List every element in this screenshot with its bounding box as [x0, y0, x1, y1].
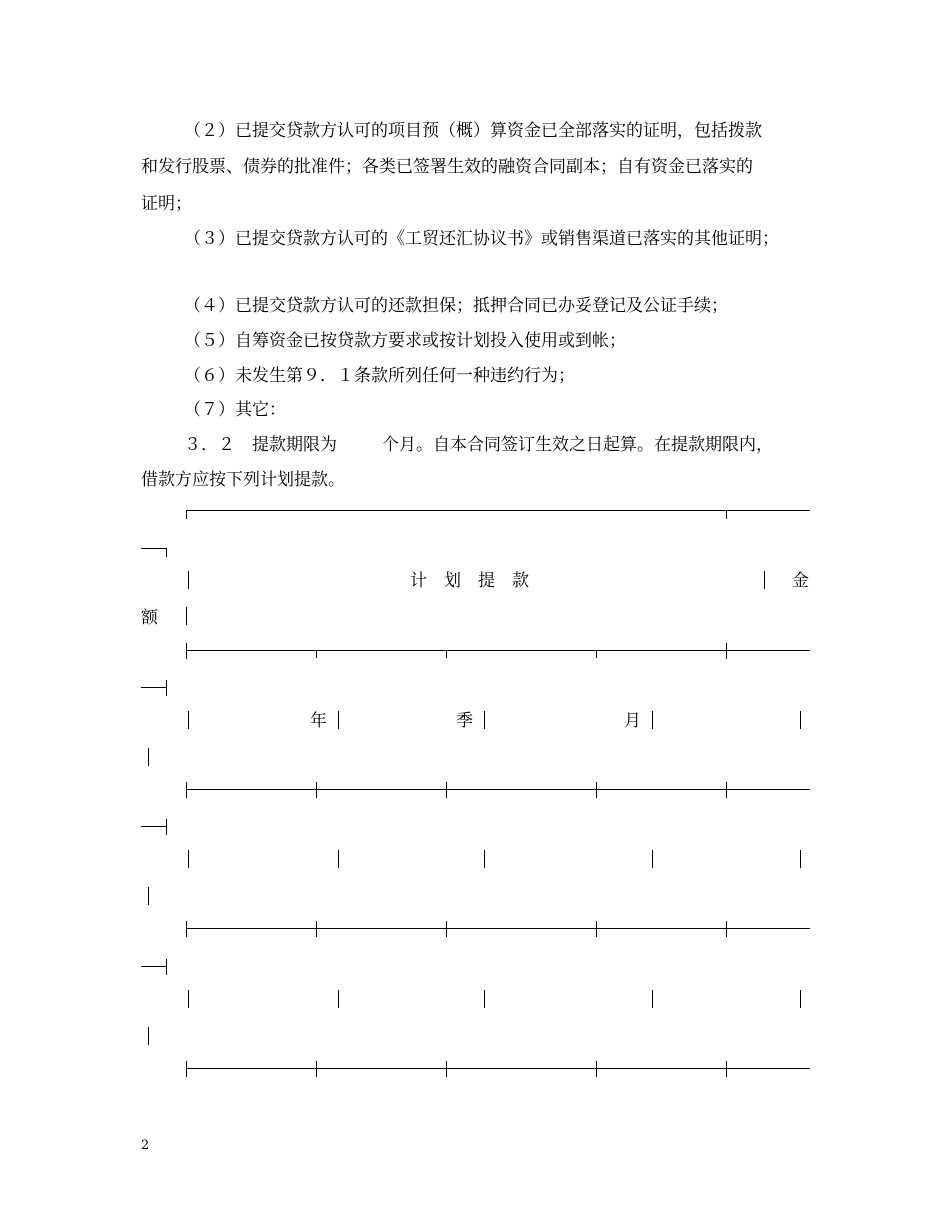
table-tick: [726, 643, 727, 659]
table-bar: [188, 571, 189, 589]
table-tick: [446, 650, 447, 658]
table-bar: [338, 711, 339, 729]
paragraph-condition-4: （４）已提交贷款方认可的还款担保；抵押合同已办妥登记及公证手续；: [184, 296, 728, 316]
table-top-border: [186, 510, 810, 511]
paragraph-condition-3: （３）已提交贷款方认可的《工贸还汇协议书》或销售渠道已落实的其他证明；: [184, 229, 779, 249]
table-tick: [166, 680, 167, 696]
table-bar: [338, 990, 339, 1008]
table-bar: [652, 990, 653, 1008]
table-wrap-border: [141, 966, 166, 967]
table-bar: [188, 850, 189, 868]
table-tick: [726, 782, 727, 798]
table-tick: [726, 510, 727, 519]
table-row-divider: [186, 650, 810, 651]
table-tick: [596, 1061, 597, 1077]
table-tick: [596, 921, 597, 937]
table-bar: [800, 850, 801, 868]
table-wrap-border: [141, 548, 166, 549]
table-bar: [800, 711, 801, 729]
table-bar: [652, 711, 653, 729]
section-3-2-text-b: 个月。自本合同签订生效之日起算。在提款期限内，: [382, 435, 773, 455]
col-season: 季: [456, 711, 473, 731]
table-tick: [596, 650, 597, 658]
table-tick: [316, 921, 317, 937]
table-wrap-border: [141, 687, 166, 688]
table-bar: [186, 607, 187, 625]
table-wrap-border: [141, 826, 166, 827]
table-bar: [484, 711, 485, 729]
table-row-divider: [186, 1068, 810, 1069]
table-bar: [484, 850, 485, 868]
table-tick: [186, 643, 187, 659]
table-tick: [186, 1061, 187, 1077]
table-bar: [188, 711, 189, 729]
table-tick: [166, 959, 167, 975]
header-planned-drawdown: 计 划 提 款: [410, 571, 529, 591]
table-tick: [446, 921, 447, 937]
table-tick: [316, 1061, 317, 1077]
section-3-2-line-2: 借款方应按下列计划提款。: [141, 470, 345, 490]
table-tick: [726, 921, 727, 937]
paragraph-condition-2-line-2: 和发行股票、债券的批准件；各类已签署生效的融资合同副本；自有资金已落实的: [141, 157, 753, 177]
paragraph-condition-6: （６）未发生第９．１条款所列任何一种违约行为；: [184, 366, 575, 386]
table-tick: [186, 510, 187, 519]
table-bar: [652, 850, 653, 868]
table-tick: [726, 1061, 727, 1077]
table-tick: [596, 782, 597, 798]
table-bar: [764, 571, 765, 589]
header-amount-char-1: 金: [792, 571, 809, 591]
table-bar: [800, 990, 801, 1008]
table-tick: [446, 782, 447, 798]
table-bar: [338, 850, 339, 868]
table-tick: [446, 1061, 447, 1077]
table-bar: [148, 748, 149, 766]
table-tick: [186, 782, 187, 798]
col-month: 月: [624, 711, 641, 731]
section-3-2-text-a: ３．２ 提款期限为: [184, 435, 337, 455]
table-tick: [166, 548, 167, 557]
paragraph-condition-2-line-3: 证明；: [141, 194, 192, 214]
paragraph-condition-2-line-1: （２）已提交贷款方认可的项目预（概）算资金已全部落实的证明，包括拨款: [184, 121, 762, 141]
table-tick: [316, 650, 317, 658]
header-amount-char-2: 额: [141, 608, 158, 628]
page-number: 2: [141, 1138, 150, 1153]
table-bar: [188, 990, 189, 1008]
paragraph-condition-5: （５）自筹资金已按贷款方要求或按计划投入使用或到帐；: [184, 331, 626, 351]
table-bar: [484, 990, 485, 1008]
table-tick: [316, 782, 317, 798]
table-tick: [186, 921, 187, 937]
paragraph-condition-7: （７）其它：: [184, 400, 286, 420]
col-year: 年: [310, 711, 327, 731]
table-row-divider: [186, 789, 810, 790]
table-bar: [148, 887, 149, 905]
table-tick: [166, 819, 167, 835]
table-bar: [148, 1027, 149, 1045]
table-row-divider: [186, 928, 810, 929]
